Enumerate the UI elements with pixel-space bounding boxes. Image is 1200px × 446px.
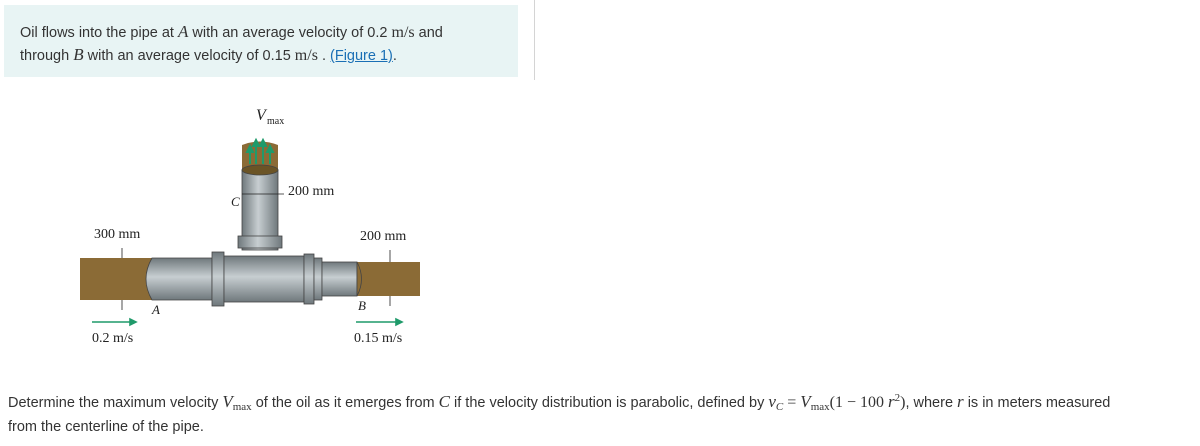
intro-line-2 [20, 44, 518, 67]
var-b: B [73, 45, 84, 64]
equals-sign: = [783, 394, 801, 411]
var-vc: v [768, 392, 776, 411]
pipe-vertical-flange [238, 236, 282, 248]
column-divider [534, 0, 535, 80]
figure-1-link[interactable]: (Figure 1) [330, 48, 393, 64]
pipe-right [322, 262, 357, 296]
pipe-flange-right [304, 254, 314, 304]
var-r-2: r [957, 392, 964, 411]
intro-text: and [414, 25, 443, 41]
unit: m/s [391, 24, 415, 41]
question-text-span: Determine the maximum velocity [8, 395, 223, 411]
var-vc-sub: C [775, 401, 784, 413]
velocity-arrow-b [356, 319, 402, 325]
var-r: r [888, 392, 895, 411]
pipe-flange-left [212, 252, 224, 306]
label-c: C [231, 194, 240, 209]
var-vmax-rhs: V [800, 392, 811, 411]
question-line-2: from the centerline of the pipe. [8, 419, 204, 435]
var-a: A [177, 22, 189, 41]
var-vmax-sub: max [232, 401, 252, 413]
label-velocity-a: 0.2 m/s [92, 331, 134, 346]
exponent: 2 [894, 392, 901, 404]
velocity-arrow-a [92, 319, 136, 325]
oil-left [80, 258, 152, 300]
var-vmax: V [222, 392, 233, 411]
pipe-figure [70, 100, 450, 350]
question-text [8, 388, 1188, 437]
label-200mm-right: 200 mm [360, 229, 407, 244]
label-300mm: 300 mm [94, 227, 141, 242]
var-c: C [438, 392, 450, 411]
intro-text: with an average velocity of 0.15 [83, 48, 295, 64]
intro-text: . [392, 48, 397, 64]
intro-line-1 [20, 21, 518, 44]
question-text-span: of the oil as it emerges from [251, 395, 439, 411]
pipe-left-end [146, 258, 212, 300]
label-b: B [358, 298, 366, 313]
intro-text: . [317, 48, 331, 64]
pipe-top-opening [242, 165, 278, 175]
label-a: A [152, 302, 160, 317]
oil-right [357, 262, 420, 296]
question-text-span: is in meters measured [963, 395, 1111, 411]
intro-text: with an average velocity of 0.2 [188, 25, 392, 41]
question-text-span: if the velocity distribution is parabolic, defined by [450, 395, 769, 411]
pipe-diagram [70, 100, 450, 350]
label-velocity-b: 0.15 m/s [354, 331, 403, 346]
question-line-1 [8, 388, 1188, 417]
intro-text: through [20, 48, 74, 64]
pipe-reducer [314, 258, 322, 300]
pipe-tee [224, 256, 304, 302]
label-vmax: V [256, 107, 266, 124]
unit: m/s [294, 47, 318, 64]
formula-part: (1 − 100 [829, 394, 888, 411]
label-vmax-sub: max [267, 116, 285, 127]
problem-intro-box [4, 5, 518, 77]
var-vmax-rhs-sub: max [810, 401, 830, 413]
formula-part: ) [900, 394, 906, 411]
label-200mm-top: 200 mm [288, 184, 335, 199]
question-text-span: , where [905, 395, 958, 411]
intro-text: Oil flows into the pipe at [20, 25, 178, 41]
